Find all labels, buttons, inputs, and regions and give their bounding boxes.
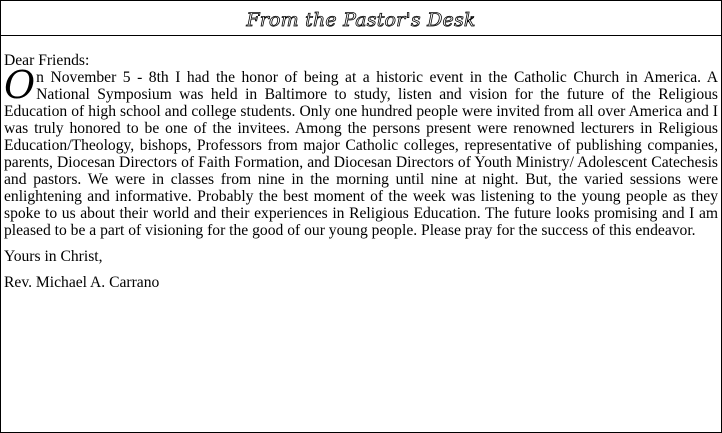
- column-title: From the Pastor's Desk: [246, 9, 476, 31]
- letter-body-text: n November 5 - 8th I had the honor of being at a historic event in the Catholic Church in America. A National Symposium was held in Baltimore to study, listen and vision for the future of the Religious Education of high school and college students. Only one hundred people were invited from all over America and I was truly honored to be one of the invitees. Among the persons present were renowned lecturers in Religious Education/Theology, bishops, Professors from major Catholic colleges, representative of publishing companies, parents, Diocesan Directors of Faith Formation, and Diocesan Directors of Youth Ministry/ Adolescent Catechesis and pastors. We were in classes from nine in the morning until nine at night. But, the varied sessions were enlightening and informative. Probably the best moment of the week was listening to the young people as they spoke to us about their world and their experiences in Religious Education. The future looks promising and I am pleased to be a part of visioning for the good of our young people. Please pray for the success of this endeavor.: [4, 69, 718, 239]
- letter-body: [4, 63, 718, 239]
- salutation: Dear Friends:: [4, 52, 90, 69]
- closing: Yours in Christ,: [4, 248, 103, 265]
- letter-content: [1, 52, 721, 291]
- drop-cap: O: [4, 63, 36, 107]
- title-divider: [1, 35, 721, 36]
- signature: Rev. Michael A. Carrano: [4, 274, 160, 291]
